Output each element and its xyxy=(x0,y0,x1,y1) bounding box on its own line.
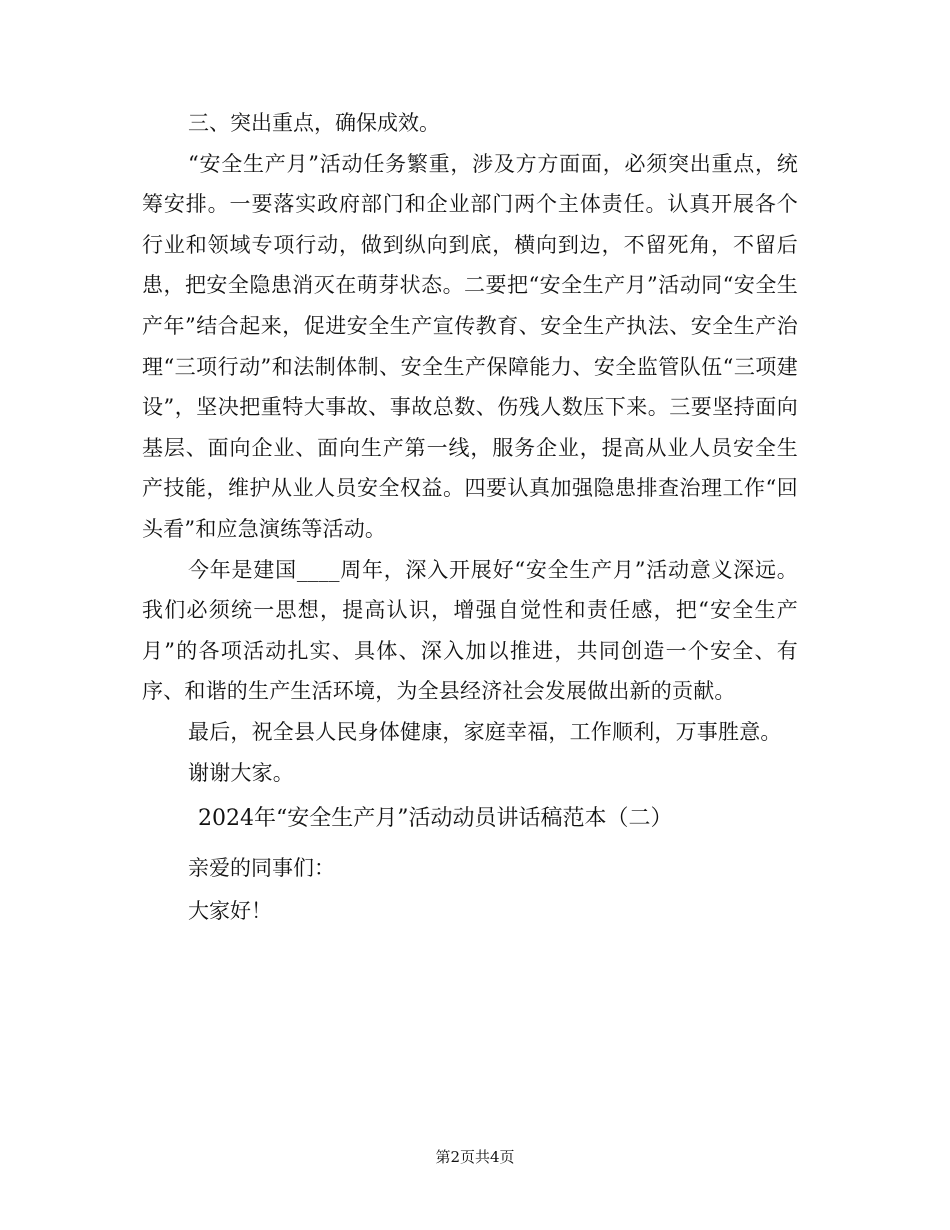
closing-wishes: 最后，祝全县人民身体健康，家庭幸福，工作顺利，万事胜意。 xyxy=(188,719,782,744)
second-document-title: 2024年“安全生产月”活动动员讲话稿范本（二） xyxy=(198,806,673,832)
body-paragraph-2: 今年是建国____周年，深入开展好“安全生产月”活动意义深远。我们必须统一思想，提高认识，增强自觉性和责任感，把“安全生产月”的各项活动扎实、具体、深入加以推进，共同创造一个安全、有序、和谐的生产生活环境，为全县经济社会发展做出新的贡献。 xyxy=(142,557,798,704)
document-body xyxy=(142,103,798,933)
salutation: 亲爱的同事们： xyxy=(188,856,335,881)
body-paragraph-1: “安全生产月”活动任务繁重，涉及方方面面，必须突出重点，统筹安排。一要落实政府部门和企业部门两个主体责任。认真开展各个行业和领域专项行动，做到纵向到底，横向到边，不留死角，不留后患，把安全隐患消灭在萌芽状态。二要把“安全生产月”活动同“安全生产年”结合起来，促进安全生产宣传教育、安全生产执法、安全生产治理“三项行动”和法制体制、安全生产保障能力、安全监管队伍“三项建设”，坚决把重特大事故、事故总数、伤残人数压下来。三要坚持面向基层、面向企业、面向生产第一线，服务企业，提高从业人员安全生产技能，维护从业人员安全权益。四要认真加强隐患排查治理工作“回头看”和应急演练等活动。 xyxy=(142,151,798,541)
page-indicator: 第2页共4页 xyxy=(435,1148,515,1166)
section-heading: 三、突出重点，确保成效。 xyxy=(188,111,440,135)
closing-thanks: 谢谢大家。 xyxy=(188,760,294,785)
greeting: 大家好！ xyxy=(188,899,272,924)
